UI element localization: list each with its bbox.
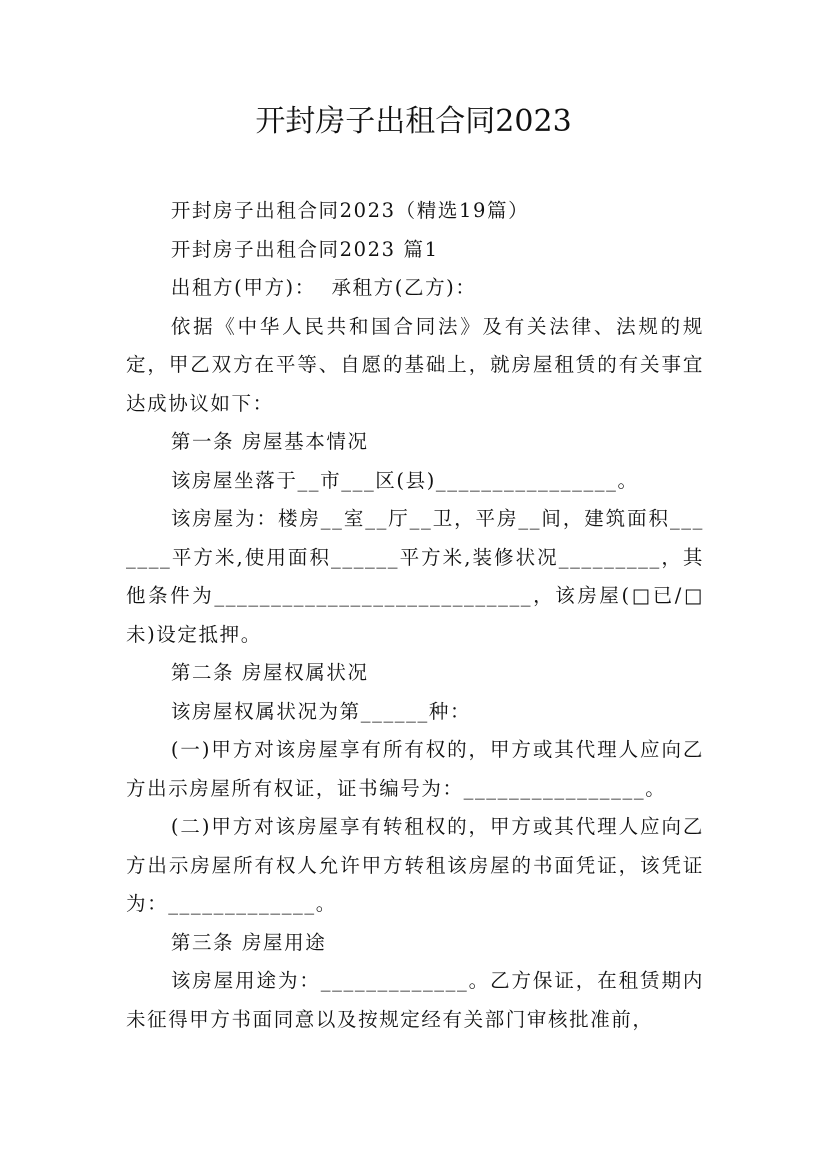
paragraph-parties: 出租方(甲方)： 承租方(乙方)： — [170, 276, 477, 299]
paragraph-preamble: 依据《中华人民共和国合同法》及有关法律、法规的规定，甲乙双方在平等、自愿的基础上，就房屋租赁的有关事宜达成协议如下： — [126, 314, 704, 415]
document-title: 开封房子出租合同2023 — [255, 104, 572, 139]
paragraph-collection-title: 开封房子出租合同2023（精选19篇） — [170, 199, 530, 222]
paragraph-ownership-type: 该房屋权属状况为第______种： — [170, 699, 472, 723]
article-3-heading: 第三条 房屋用途 — [170, 930, 327, 954]
paragraph-house-details: 该房屋为：楼房__室__厅__卫，平房__间，建筑面积_______平方米,使用面积______平方米,装修状况_________，其他条件为____________________________，该房屋(□已/□未)设定抵押。 — [126, 507, 704, 646]
paragraph-section-heading: 开封房子出租合同2023 篇1 — [170, 237, 439, 261]
paragraph-location: 该房屋坐落于__市___区(县)________________。 — [170, 468, 639, 492]
document-body — [126, 192, 704, 1039]
paragraph-usage: 该房屋用途为：_____________。乙方保证，在租赁期内未征得甲方书面同意以及按规定经有关部门审核批准前， — [126, 969, 704, 1031]
paragraph-ownership-1: (一)甲方对该房屋享有所有权的，甲方或其代理人应向乙方出示房屋所有权证，证书编号为：________________。 — [126, 738, 704, 800]
article-1-heading: 第一条 房屋基本情况 — [170, 430, 369, 453]
article-2-heading: 第二条 房屋权属状况 — [170, 661, 369, 684]
paragraph-ownership-2: (二)甲方对该房屋享有转租权的，甲方或其代理人应向乙方出示房屋所有权人允许甲方转租该房屋的书面凭证，该凭证为：_____________。 — [126, 815, 704, 915]
